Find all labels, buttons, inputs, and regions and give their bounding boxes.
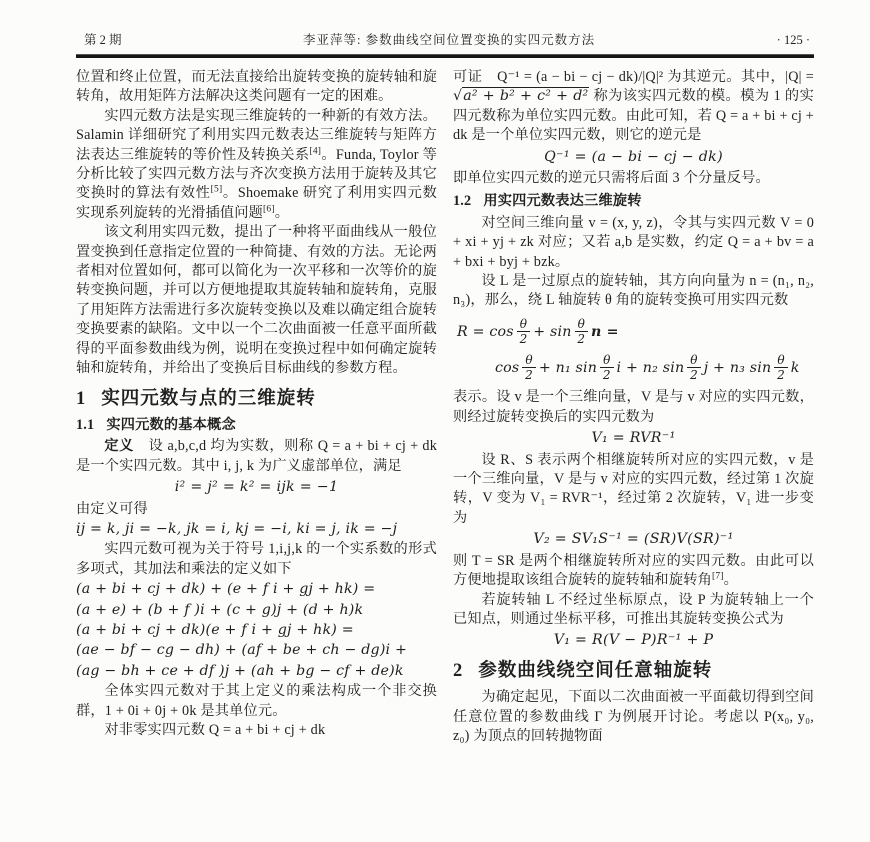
- header-rule: [76, 54, 814, 58]
- text-run: i + n₂ sin: [616, 359, 685, 376]
- formula-addition-line2: (a + e) + (b + f )i + (c + g)j + (d + h)k: [76, 601, 364, 618]
- citation-ref-7: [7]: [711, 571, 724, 582]
- formula-translated-rotation: V₁ = R(V − P)R⁻¹ + P: [553, 632, 714, 649]
- fraction-denominator: 2: [777, 368, 785, 383]
- paragraph-vector-correspondence: 对空间三维向量 v = (x, y, z)，令其与实四元数 V = 0 + xi + yj + zk 对应；又若 a,b 是实数，约定 Q = a + bv = a + bxi + byj + bzk。: [453, 214, 814, 270]
- text-run: 。Shoemake 研究了利用实四元数实现系列旋转的光滑插值问题: [76, 185, 437, 221]
- paragraph-related-work: [76, 107, 437, 223]
- fraction-denominator: 2: [602, 368, 611, 383]
- text-run: R = cos: [457, 323, 514, 340]
- text-run: 设 a,b,c,d 均为实数，则称 Q = a + bi + cj + dk 是一个实四元数。其中 i, j, k 为广义虚部单位，满足: [76, 438, 437, 474]
- subsection-number: 1.1: [76, 416, 95, 433]
- right-column: [453, 68, 814, 746]
- paragraph-axis-not-through-origin: 若旋转轴 L 不经过坐标原点，设 P 为旋转轴上一个已知点，则通过坐标平移，可推出其旋转变换公式为: [453, 591, 814, 627]
- citation-ref-5: [5]: [210, 184, 223, 195]
- paragraph-contribution: 该文利用实四元数，提出了一种将平面曲线从一般位置变换到任意指定位置的一种简捷、有效的方法。无论两者相对位置如何，都可以简化为一次平移和一次等价的旋转变换问题，并可以方便地提取其旋转轴和旋转角，克服了用矩阵方法需进行多次旋转变换以及难以确定组合旋转变换要素的缺陷。文中以一个二次曲面被一任意平面所截得的平面参数曲线为例，说明在变换过程中如何确定旋转轴和旋转角，并给出了变换后目标曲线的参数方程。: [76, 224, 437, 377]
- paragraph-inverse: [453, 68, 814, 146]
- formula-unit-inverse: Q⁻¹ = (a − bi − cj − dk): [544, 148, 723, 165]
- paragraph-rotated-quaternion: 表示。设 v 是一个三维向量，V 是与 v 对应的实四元数，则经过旋转变换后的实四元数为: [453, 389, 814, 425]
- text-run: 。: [274, 204, 290, 221]
- formula-v1: V₁ = RVR⁻¹: [591, 430, 676, 447]
- subsection-1-2-heading: [453, 192, 814, 211]
- fraction-denominator: 2: [577, 332, 586, 347]
- section-1-heading: [76, 390, 437, 409]
- subsection-1-1-heading: [76, 416, 437, 435]
- formula-multiplication-line3: (ag − bh + ce + df )j + (ah + bg − cf + de)k: [76, 662, 404, 679]
- definition-label: 定义: [104, 438, 134, 455]
- page-number: · 125 ·: [776, 33, 810, 47]
- text-run: cos: [495, 359, 520, 376]
- fraction-denominator: 2: [525, 368, 534, 383]
- fraction-theta-over-2: [522, 353, 535, 383]
- fraction-denominator: 2: [519, 332, 528, 347]
- paragraph-inverse-note: 即单位实四元数的逆元只需将后面 3 个分量反号。: [453, 170, 770, 187]
- left-column: [76, 68, 437, 746]
- citation-ref-4: [4]: [309, 145, 322, 156]
- paragraph-group: 全体实四元数对于其上定义的乘法构成一个非交换群，1 + 0i + 0j + 0k 是其单位元。: [76, 683, 437, 719]
- fraction-numerator: θ: [517, 317, 530, 332]
- fraction-denominator: 2: [690, 368, 698, 383]
- paragraph-section2-intro: 为确定起见，下面以二次曲面被一平面截切得到空间任意位置的参数曲线 Γ 为例展开讨论。考虑以 P(x₀, y₀, z₀) 为顶点的回转抛物面: [453, 689, 814, 744]
- formula-v2: V₂ = SV₁S⁻¹ = (SR)V(SR)⁻¹: [533, 531, 734, 548]
- section-title: 参数曲线绕空间任意轴旋转: [478, 660, 713, 681]
- paragraph-rotation-axis: 设 L 是一过原点的旋转轴，其方向向量为 n = (n₁, n₂, n₃)，那么，绕 L 轴旋转 θ 角的旋转变换可用实四元数: [453, 273, 814, 309]
- fraction-theta-over-2: [687, 353, 700, 383]
- formula-unit-products: ij = k, ji = −k, jk = i, kj = −i, ki = j, ik = −j: [76, 520, 398, 537]
- subsection-number: 1.2: [453, 193, 472, 210]
- text-run: 可证 Q⁻¹ = (a − bi − cj − dk)/|Q|² 为其逆元。其中，|Q| =: [453, 69, 814, 85]
- fraction-theta-over-2: [774, 353, 787, 383]
- text-run: n =: [591, 323, 619, 340]
- text-run: j + n₃ sin: [703, 359, 772, 376]
- section-number: 2: [453, 660, 463, 681]
- paragraph-polynomial: 实四元数可视为关于符号 1,i,j,k 的一个实系数的形式多项式，其加法和乘法的定义如下: [76, 541, 437, 577]
- paragraph-successive-rotations: 设 R、S 表示两个相继旋转所对应的实四元数，v 是一个三维向量，V 是与 v 对应的实四元数，经过第 1 次旋转，V 变为 V₁ = RVR⁻¹，经过第 2 次旋转，V₁ 进一步变为: [453, 451, 814, 526]
- formula-multiplication-line1: (a + bi + cj + dk)(e + f i + gj + hk) =: [76, 621, 354, 638]
- fraction-theta-over-2: [517, 317, 530, 347]
- fraction-numerator: θ: [687, 353, 700, 368]
- two-column-body: [76, 68, 814, 746]
- formula-ijk-identity: i² = j² = k² = ijk = −1: [174, 479, 339, 496]
- fraction-numerator: θ: [600, 353, 613, 368]
- formula-multiplication-line2: (ae − bf − cg − dh) + (af + be + ch − dg)i +: [76, 642, 408, 659]
- subsection-title: 实四元数的基本概念: [106, 416, 236, 433]
- text-run: k: [790, 359, 800, 376]
- issue-label: 第 2 期: [84, 33, 122, 47]
- text-run: 实四元数方法是实现三维旋转的一种新的有效方法。Salamin 详细研究了利用实四元数表达三维旋转与矩阵方法表达三维旋转的等价性及转换关系: [76, 107, 437, 163]
- paragraph-by-definition: 由定义可得: [76, 500, 148, 517]
- formula-rotation-quaternion-line1: [453, 317, 814, 347]
- fraction-theta-over-2: [575, 317, 588, 347]
- section-title: 实四元数与点的三维旋转: [101, 388, 316, 409]
- section-2-heading: [453, 662, 814, 681]
- sqrt-radicand: a² + b² + c² + d²: [463, 88, 589, 105]
- citation-ref-6: [6]: [263, 204, 275, 215]
- formula-rotation-quaternion-line2: [453, 353, 814, 383]
- text-run: 则 T = SR 是两个相继旋转所对应的实四元数。由此可以方便地提取该组合旋转的旋转轴和旋转角: [453, 552, 814, 589]
- paragraph-nonzero-quaternion: 对非零实四元数 Q = a + bi + cj + dk: [104, 722, 326, 738]
- sqrt-expression: [453, 87, 589, 104]
- paragraph-intro-continuation: 位置和终止位置，而无法直接给出旋转变换的旋转轴和旋转角，故用矩阵方法解决这类问题有一定的困难。: [76, 69, 437, 105]
- fraction-numerator: θ: [575, 317, 588, 332]
- page-header: [76, 30, 814, 53]
- text-run: + n₁ sin: [538, 359, 598, 376]
- text-run: 称为该实四元数的模。模为 1 的实四元数称为单位实四元数。由此可知，若 Q = a + bi + cj + dk 是一个单位实四元数，则它的逆元是: [453, 88, 814, 144]
- text-run: 。Funda, Toylor 等分析比较了实四元数方法与齐次变换方法用于旋转及其它变换时的算法有效性: [76, 146, 438, 202]
- paragraph-definition: [76, 437, 437, 476]
- subsection-title: 用实四元数表达三维旋转: [483, 193, 642, 210]
- fraction-numerator: θ: [522, 353, 535, 368]
- fraction-theta-over-2: [600, 353, 613, 383]
- running-title: 李亚萍等: 参数曲线空间位置变换的实四元数方法: [303, 33, 596, 47]
- section-number: 1: [76, 388, 86, 409]
- text-run: 。: [723, 572, 739, 589]
- text-run: + sin: [533, 323, 572, 340]
- fraction-numerator: θ: [774, 353, 787, 368]
- paragraph-combined-rotation: [453, 552, 814, 591]
- formula-addition-line1: (a + bi + cj + dk) + (e + f i + gj + hk) =: [76, 581, 376, 598]
